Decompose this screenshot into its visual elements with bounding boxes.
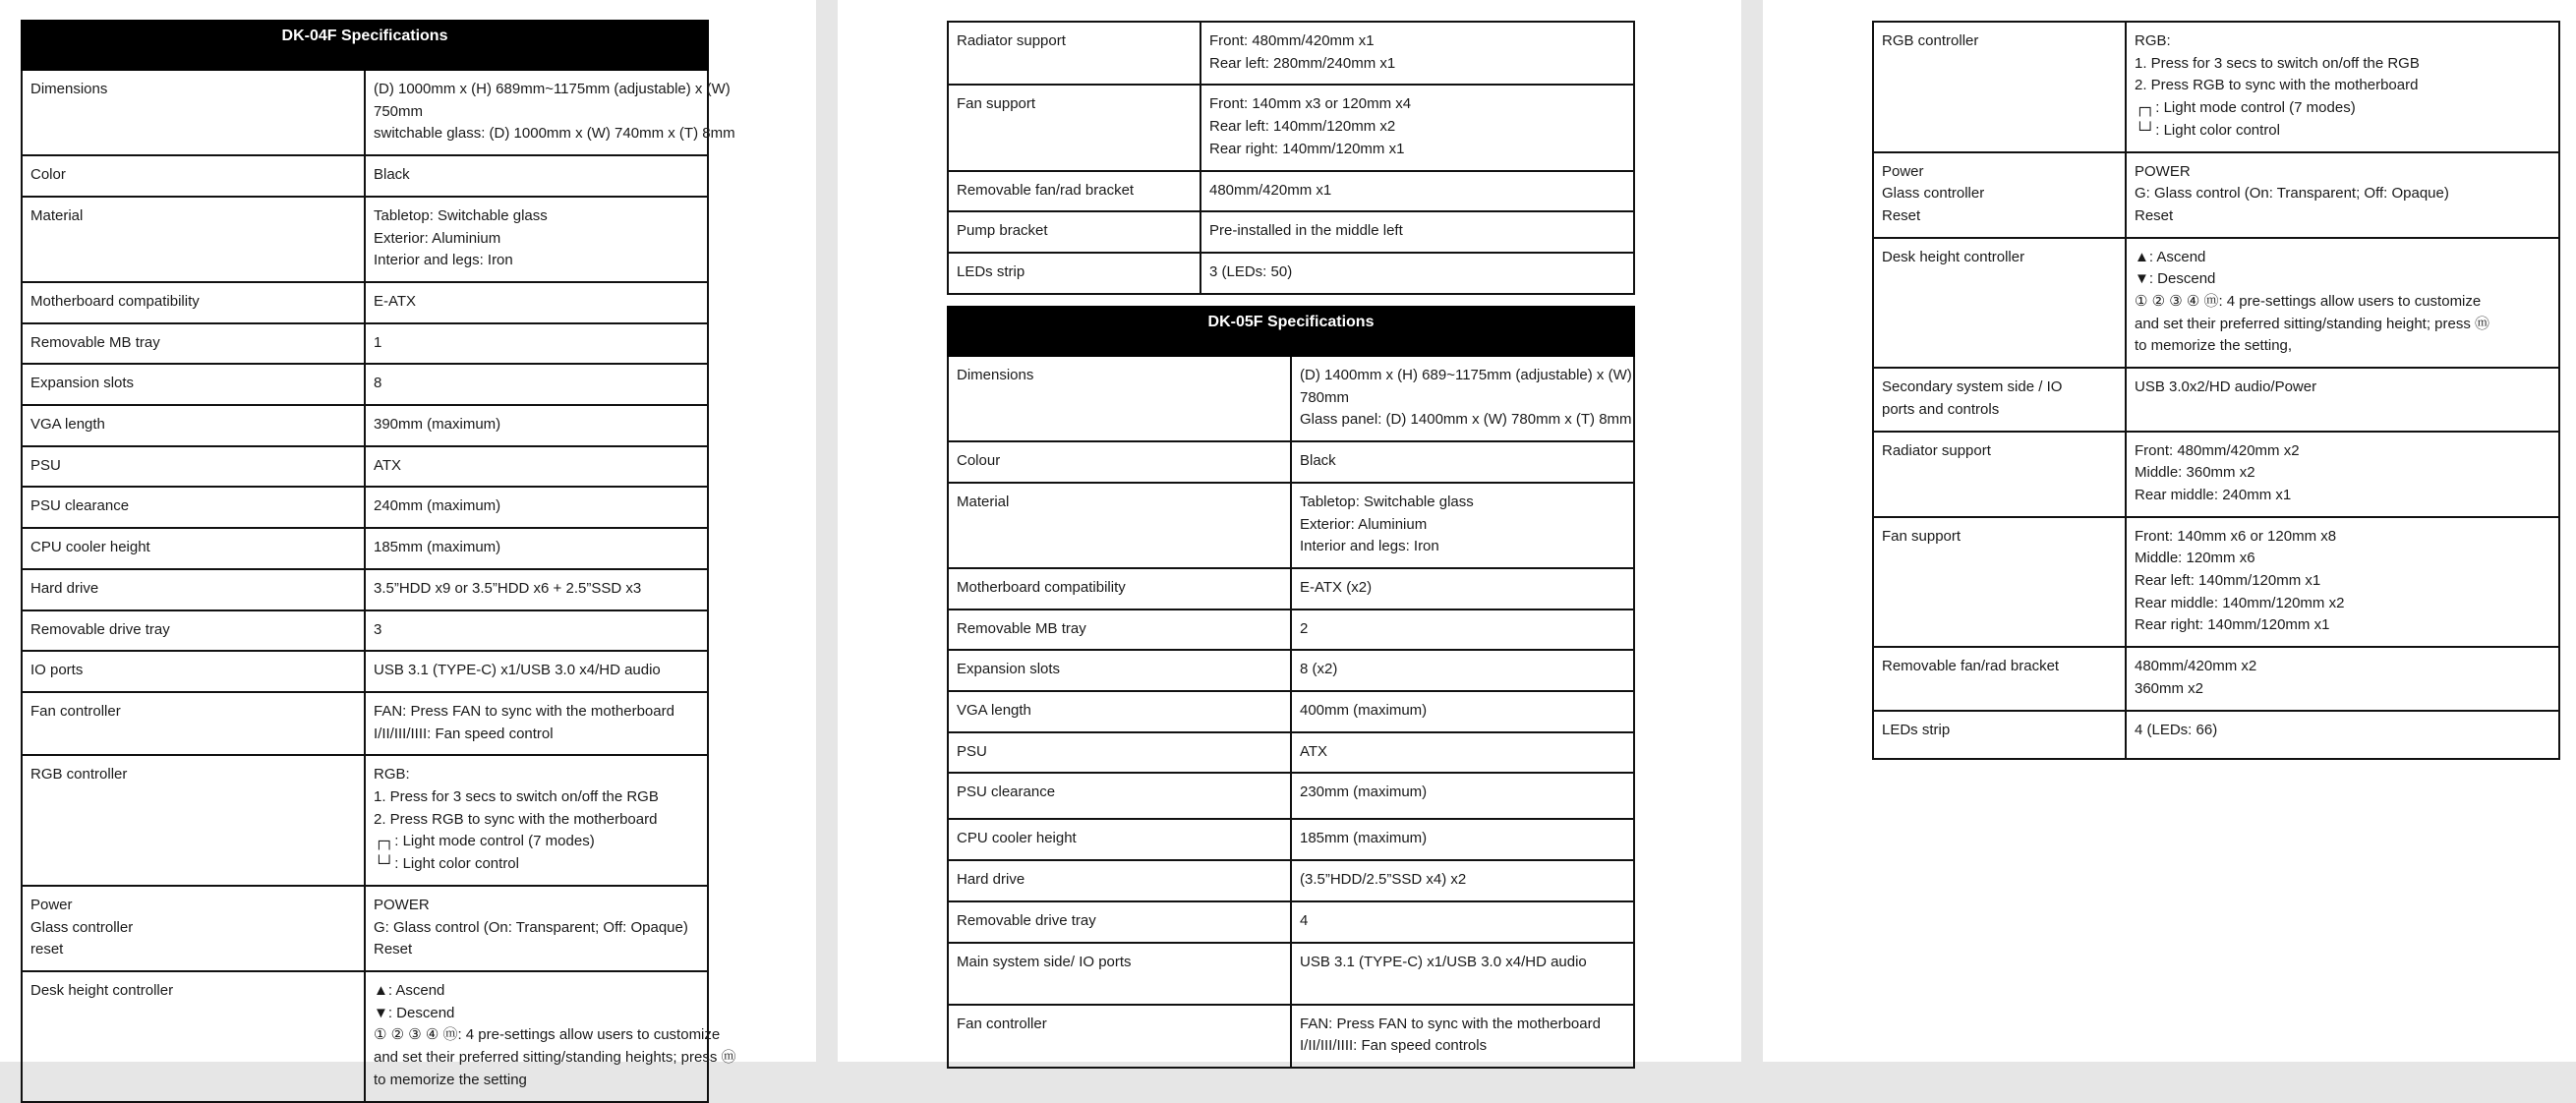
spec-value-cell bbox=[1291, 650, 1634, 691]
spec-value-cell bbox=[2126, 22, 2559, 152]
spec-value-cell bbox=[1200, 211, 1634, 253]
spec-table bbox=[1872, 21, 2560, 760]
spec-value: FAN: Press FAN to sync with the motherboard bbox=[1300, 1015, 1601, 1032]
table-row bbox=[1873, 152, 2559, 238]
spec-label-cell bbox=[948, 610, 1291, 651]
spec-value: (D) 1400mm x (H) 689~1175mm (adjustable) x (W) bbox=[1300, 367, 1632, 383]
spec-value-cell bbox=[2126, 238, 2559, 369]
spec-label: Removable fan/rad bracket bbox=[957, 181, 1135, 199]
spec-value: 8 (x2) bbox=[1300, 661, 1338, 678]
spec-value: switchable glass: (D) 1000mm x (W) 740mm x (T) 8mm bbox=[374, 125, 735, 143]
spec-value-cell bbox=[365, 692, 708, 755]
spec-label: Dimensions bbox=[957, 367, 1034, 383]
spec-label-cell bbox=[22, 446, 365, 488]
spec-value: Rear left: 280mm/240mm x1 bbox=[1209, 54, 1396, 72]
table-row bbox=[948, 732, 1634, 774]
spec-value-cell bbox=[1291, 819, 1634, 860]
spec-value: Reset bbox=[374, 941, 413, 958]
spec-label: Color bbox=[30, 166, 66, 184]
spec-value: 390mm (maximum) bbox=[374, 416, 501, 434]
spec-label-cell bbox=[948, 650, 1291, 691]
table-row bbox=[948, 22, 1634, 85]
spec-value-cell bbox=[365, 610, 708, 652]
spec-value: 240mm (maximum) bbox=[374, 497, 501, 515]
spec-value: Rear left: 140mm/120mm x2 bbox=[1209, 118, 1396, 136]
spec-label: Fan controller bbox=[30, 702, 121, 720]
spec-label-cell bbox=[948, 483, 1291, 568]
table-row bbox=[22, 487, 708, 528]
spec-value: Front: 480mm/420mm x1 bbox=[1209, 32, 1375, 49]
spec-label: Pump bracket bbox=[957, 222, 1048, 240]
table-row bbox=[948, 85, 1634, 170]
spec-label-cell bbox=[948, 773, 1291, 819]
spec-value-cell bbox=[365, 323, 708, 365]
spec-value: 360mm x2 bbox=[2135, 679, 2204, 697]
table-title: DK-05F Specifications bbox=[948, 307, 1634, 356]
spec-value: G: Glass control (On: Transparent; Off: Opaque) bbox=[374, 918, 688, 936]
spec-label: IO ports bbox=[30, 662, 84, 679]
spec-value: 185mm (maximum) bbox=[374, 539, 501, 556]
table-row bbox=[948, 211, 1634, 253]
spec-label: LEDs strip bbox=[957, 262, 1025, 280]
spec-value: I/II/III/IIII: Fan speed controls bbox=[1300, 1037, 1488, 1055]
spec-label: VGA length bbox=[957, 702, 1031, 720]
spec-label-cell bbox=[1873, 238, 2126, 369]
spec-label-cell bbox=[22, 569, 365, 610]
spec-label: VGA length bbox=[30, 416, 105, 434]
spec-label-cell bbox=[22, 323, 365, 365]
table-row bbox=[948, 901, 1634, 943]
spec-value: ATX bbox=[374, 456, 402, 474]
spec-label: Dimensions bbox=[30, 81, 108, 97]
table-row bbox=[22, 155, 708, 197]
spec-value: ATX bbox=[1300, 742, 1328, 760]
spec-value-cell bbox=[1200, 85, 1634, 170]
spec-table bbox=[21, 20, 736, 1103]
spec-value-cell bbox=[1291, 943, 1634, 1005]
spec-value-cell bbox=[2126, 711, 2559, 759]
spec-value: Front: 140mm x3 or 120mm x4 bbox=[1209, 95, 1412, 113]
spec-label: Desk height controller bbox=[30, 981, 174, 999]
spec-value: 8 bbox=[374, 375, 382, 392]
spec-value: USB 3.1 (TYPE-C) x1/USB 3.0 x4/HD audio bbox=[1300, 953, 1587, 970]
spec-label: Radiator support bbox=[1882, 441, 1991, 459]
spec-label: RGB controller bbox=[1882, 32, 1979, 49]
spec-value: Pre-installed in the middle left bbox=[1209, 222, 1403, 240]
spec-value: USB 3.0x2/HD audio/Power bbox=[2135, 378, 2317, 396]
spec-label-cell bbox=[948, 901, 1291, 943]
spec-value-cell bbox=[365, 405, 708, 446]
spec-label-cell bbox=[948, 211, 1200, 253]
spec-value-cell bbox=[365, 755, 708, 886]
spec-label-cell bbox=[948, 943, 1291, 1005]
spec-value-cell bbox=[2126, 517, 2559, 648]
spec-value-cell bbox=[1291, 610, 1634, 651]
spec-value: 750mm bbox=[374, 102, 424, 120]
spec-label-cell bbox=[22, 282, 365, 323]
spec-value-cell bbox=[365, 487, 708, 528]
spec-value-cell bbox=[365, 651, 708, 692]
spec-label-cell bbox=[948, 356, 1291, 441]
spec-value: 4 (LEDs: 66) bbox=[2135, 721, 2218, 738]
spec-value: FAN: Press FAN to sync with the motherboard bbox=[374, 702, 674, 720]
table-row bbox=[948, 253, 1634, 294]
spec-value: POWER bbox=[2135, 162, 2191, 180]
spec-label: Motherboard compatibility bbox=[957, 578, 1126, 596]
table-row bbox=[1873, 22, 2559, 152]
spec-label-cell bbox=[948, 85, 1200, 170]
spec-value-cell bbox=[1200, 171, 1634, 212]
spec-label: Fan controller bbox=[957, 1015, 1047, 1032]
spec-value-cell bbox=[1291, 860, 1634, 901]
spec-value: Rear left: 140mm/120mm x1 bbox=[2135, 572, 2321, 590]
spec-label-cell bbox=[948, 860, 1291, 901]
spec-label-cell bbox=[1873, 711, 2126, 759]
spec-value: Exterior: Aluminium bbox=[374, 229, 501, 247]
spec-value: to memorize the setting bbox=[374, 1071, 527, 1088]
spec-label: Removable MB tray bbox=[30, 333, 160, 351]
table-row bbox=[1873, 432, 2559, 517]
spec-label: Expansion slots bbox=[30, 375, 135, 392]
spec-label-cell bbox=[22, 405, 365, 446]
spec-label-cell bbox=[948, 441, 1291, 483]
table-row bbox=[22, 446, 708, 488]
table-row bbox=[948, 483, 1634, 568]
spec-label-cell bbox=[948, 22, 1200, 85]
table-row bbox=[948, 356, 1634, 441]
spec-label-cell bbox=[22, 70, 365, 155]
spec-label: Colour bbox=[957, 452, 1001, 470]
spec-label: reset bbox=[30, 941, 64, 958]
spec-value-cell bbox=[365, 364, 708, 405]
spec-value: ▼: Descend bbox=[374, 1004, 455, 1021]
spec-value: Glass panel: (D) 1400mm x (W) 780mm x (T) 8mm bbox=[1300, 411, 1632, 429]
spec-label: CPU cooler height bbox=[957, 830, 1077, 847]
spec-label-cell bbox=[948, 819, 1291, 860]
spec-label: CPU cooler height bbox=[30, 539, 150, 556]
spec-value: 3.5”HDD x9 or 3.5”HDD x6 + 2.5”SSD x3 bbox=[374, 579, 642, 597]
spec-value: 480mm/420mm x1 bbox=[1209, 181, 1332, 199]
spec-label-cell bbox=[22, 487, 365, 528]
table-row bbox=[948, 773, 1634, 819]
spec-value: 185mm (maximum) bbox=[1300, 830, 1428, 847]
document-page-2 bbox=[838, 0, 1741, 1062]
spec-label-cell bbox=[1873, 152, 2126, 238]
spec-label-cell bbox=[22, 692, 365, 755]
spec-value: Exterior: Aluminium bbox=[1300, 515, 1428, 533]
table-row bbox=[1873, 238, 2559, 369]
spec-label-cell bbox=[948, 1005, 1291, 1068]
spec-label-cell bbox=[22, 528, 365, 569]
spec-value: ▲: Ascend bbox=[2135, 248, 2206, 265]
spec-label-cell bbox=[948, 568, 1291, 610]
spec-label: PSU clearance bbox=[30, 497, 130, 515]
table-row bbox=[22, 610, 708, 652]
spec-value-cell bbox=[1200, 253, 1634, 294]
spec-label-cell bbox=[948, 691, 1291, 732]
spec-value-cell bbox=[1291, 441, 1634, 483]
spec-label: Fan support bbox=[1882, 527, 1961, 545]
spec-value-cell bbox=[365, 528, 708, 569]
table-row bbox=[22, 569, 708, 610]
spec-label: Reset bbox=[1882, 206, 1921, 224]
table-row bbox=[22, 405, 708, 446]
table-row bbox=[22, 528, 708, 569]
spec-value: G: Glass control (On: Transparent; Off: Opaque) bbox=[2135, 185, 2449, 203]
table-row bbox=[948, 568, 1634, 610]
spec-value: Rear middle: 240mm x1 bbox=[2135, 486, 2292, 503]
document-page-3 bbox=[1763, 0, 2576, 1062]
spec-label-cell bbox=[22, 197, 365, 282]
spec-value-cell bbox=[1200, 22, 1634, 85]
spec-label-cell bbox=[22, 364, 365, 405]
spec-value: 230mm (maximum) bbox=[1300, 784, 1428, 801]
spec-label: PSU bbox=[957, 742, 987, 760]
spec-value-cell bbox=[2126, 432, 2559, 517]
spec-value: Middle: 360mm x2 bbox=[2135, 464, 2255, 482]
document-page-1 bbox=[0, 0, 816, 1088]
spec-value-cell bbox=[2126, 647, 2559, 710]
spec-value-cell bbox=[1291, 732, 1634, 774]
spec-value: ① ② ③ ④ ⓜ: 4 pre-settings allow users to customize bbox=[374, 1026, 721, 1044]
spec-label: Material bbox=[957, 493, 1010, 510]
spec-value: Reset bbox=[2135, 206, 2174, 224]
spec-value: ▼: Descend bbox=[2135, 270, 2216, 288]
spec-value: 1 bbox=[374, 333, 382, 351]
spec-value: Front: 140mm x6 or 120mm x8 bbox=[2135, 527, 2337, 545]
spec-value: (D) 1000mm x (H) 689mm~1175mm (adjustable) x (W) bbox=[374, 81, 731, 97]
spec-value: and set their preferred sitting/standing height; press ⓜ bbox=[2135, 315, 2490, 332]
table-title: DK-04F Specifications bbox=[22, 21, 708, 70]
table-row bbox=[948, 441, 1634, 483]
spec-value: Rear right: 140mm/120mm x1 bbox=[1209, 140, 1405, 157]
spec-value-cell bbox=[1291, 691, 1634, 732]
spec-value: Tabletop: Switchable glass bbox=[374, 206, 548, 224]
table-row bbox=[948, 610, 1634, 651]
spec-label-cell bbox=[22, 610, 365, 652]
spec-value: ┌┐: Light mode control (7 modes) bbox=[2135, 99, 2356, 117]
spec-value: 3 (LEDs: 50) bbox=[1209, 262, 1293, 280]
spec-value-cell bbox=[365, 446, 708, 488]
table-row bbox=[22, 282, 708, 323]
spec-value: ① ② ③ ④ ⓜ: 4 pre-settings allow users to customize bbox=[2135, 293, 2482, 311]
spec-value: E-ATX bbox=[374, 292, 417, 310]
spec-label: Motherboard compatibility bbox=[30, 292, 200, 310]
spec-value: Interior and legs: Iron bbox=[374, 252, 513, 269]
spec-label-cell bbox=[1873, 368, 2126, 431]
spec-value-cell bbox=[1291, 483, 1634, 568]
spec-value: └┘: Light color control bbox=[2135, 121, 2280, 139]
spec-label-cell bbox=[22, 651, 365, 692]
spec-label: RGB controller bbox=[30, 766, 128, 784]
spec-label: Hard drive bbox=[957, 871, 1025, 889]
spec-value: I/II/III/IIII: Fan speed control bbox=[374, 725, 554, 742]
spec-value: Rear middle: 140mm/120mm x2 bbox=[2135, 594, 2345, 611]
spec-label: Power bbox=[30, 896, 73, 913]
spec-value: 480mm/420mm x2 bbox=[2135, 658, 2257, 675]
spec-table bbox=[947, 21, 1635, 295]
spec-label: ports and controls bbox=[1882, 400, 2000, 418]
table-row bbox=[948, 1005, 1634, 1068]
spec-value: Middle: 120mm x6 bbox=[2135, 550, 2255, 567]
spec-value: 780mm bbox=[1300, 388, 1350, 406]
spec-value-cell bbox=[365, 886, 708, 971]
spec-label-cell bbox=[948, 732, 1291, 774]
spec-value: 3 bbox=[374, 620, 382, 638]
spec-value-cell bbox=[1291, 901, 1634, 943]
spec-label: Removable fan/rad bracket bbox=[1882, 658, 2060, 675]
spec-value: 2 bbox=[1300, 619, 1309, 637]
spec-value-cell bbox=[365, 197, 708, 282]
spec-value-cell bbox=[365, 282, 708, 323]
spec-value: 4 bbox=[1300, 911, 1309, 929]
table-row bbox=[22, 886, 708, 971]
table-row bbox=[948, 943, 1634, 1005]
spec-label: Material bbox=[30, 206, 84, 224]
table-row bbox=[22, 364, 708, 405]
spec-value-cell bbox=[1291, 773, 1634, 819]
spec-value-cell bbox=[365, 971, 736, 1102]
spec-value-cell bbox=[365, 70, 735, 155]
spec-label: Radiator support bbox=[957, 32, 1066, 49]
spec-value: Front: 480mm/420mm x2 bbox=[2135, 441, 2300, 459]
spec-value: POWER bbox=[374, 896, 430, 913]
table-row bbox=[22, 70, 708, 155]
table-row bbox=[22, 692, 708, 755]
spec-value: Black bbox=[374, 166, 410, 184]
spec-value: Black bbox=[1300, 452, 1336, 470]
spec-value-cell bbox=[2126, 152, 2559, 238]
spec-label-cell bbox=[1873, 647, 2126, 710]
spec-value-cell bbox=[365, 155, 708, 197]
spec-value: 1. Press for 3 secs to switch on/off the RGB bbox=[2135, 54, 2420, 72]
spec-label: Fan support bbox=[957, 95, 1036, 113]
table-row bbox=[948, 171, 1634, 212]
spec-value: and set their preferred sitting/standing heights; press ⓜ bbox=[374, 1049, 736, 1067]
spec-value-cell bbox=[1291, 356, 1634, 441]
spec-label-cell bbox=[948, 171, 1200, 212]
table-row bbox=[1873, 647, 2559, 710]
spec-label: PSU clearance bbox=[957, 784, 1056, 801]
spec-label: Glass controller bbox=[1882, 185, 1985, 203]
table-row bbox=[22, 651, 708, 692]
spec-value: ▲: Ascend bbox=[374, 981, 445, 999]
spec-label-cell bbox=[1873, 22, 2126, 152]
table-row bbox=[22, 197, 708, 282]
spec-label-cell bbox=[22, 886, 365, 971]
spec-value-cell bbox=[1291, 1005, 1634, 1068]
spec-label-cell bbox=[22, 755, 365, 886]
spec-label: Removable drive tray bbox=[30, 620, 170, 638]
spec-label-cell bbox=[948, 253, 1200, 294]
spec-value: (3.5”HDD/2.5”SSD x4) x2 bbox=[1300, 871, 1467, 889]
table-row bbox=[948, 650, 1634, 691]
spec-label: Secondary system side / IO bbox=[1882, 378, 2063, 396]
table-row bbox=[948, 819, 1634, 860]
spec-value: └┘: Light color control bbox=[374, 855, 519, 873]
table-row bbox=[948, 860, 1634, 901]
table-row bbox=[22, 755, 708, 886]
spec-label-cell bbox=[22, 155, 365, 197]
spec-value: 1. Press for 3 secs to switch on/off the RGB bbox=[374, 788, 659, 806]
table-row bbox=[1873, 517, 2559, 648]
spec-value: RGB: bbox=[374, 766, 410, 784]
spec-label-cell bbox=[1873, 432, 2126, 517]
spec-value: ┌┐: Light mode control (7 modes) bbox=[374, 833, 595, 850]
spec-table bbox=[947, 306, 1635, 1069]
table-row bbox=[948, 691, 1634, 732]
spec-value: Tabletop: Switchable glass bbox=[1300, 493, 1474, 510]
spec-value: 2. Press RGB to sync with the motherboard bbox=[2135, 77, 2419, 94]
spec-label: Removable MB tray bbox=[957, 619, 1086, 637]
spec-label-cell bbox=[1873, 517, 2126, 648]
spec-value: USB 3.1 (TYPE-C) x1/USB 3.0 x4/HD audio bbox=[374, 662, 661, 679]
spec-value: RGB: bbox=[2135, 32, 2171, 49]
spec-label: Power bbox=[1882, 162, 1924, 180]
spec-value-cell bbox=[1291, 568, 1634, 610]
spec-value: 400mm (maximum) bbox=[1300, 702, 1428, 720]
table-row bbox=[1873, 368, 2559, 431]
spec-value-cell bbox=[2126, 368, 2559, 431]
spec-label: Desk height controller bbox=[1882, 248, 2025, 265]
spec-label: Glass controller bbox=[30, 918, 134, 936]
spec-label: LEDs strip bbox=[1882, 721, 1951, 738]
spec-label-cell bbox=[22, 971, 365, 1102]
table-row bbox=[22, 971, 708, 1102]
spec-label: Expansion slots bbox=[957, 661, 1061, 678]
spec-label: PSU bbox=[30, 456, 61, 474]
spec-value: Interior and legs: Iron bbox=[1300, 538, 1439, 555]
spec-value: E-ATX (x2) bbox=[1300, 578, 1373, 596]
spec-value: Rear right: 140mm/120mm x1 bbox=[2135, 616, 2330, 634]
table-row bbox=[1873, 711, 2559, 759]
spec-label: Removable drive tray bbox=[957, 911, 1096, 929]
spec-value: to memorize the setting, bbox=[2135, 337, 2293, 355]
table-row bbox=[22, 323, 708, 365]
spec-label: Hard drive bbox=[30, 579, 99, 597]
spec-label: Main system side/ IO ports bbox=[957, 953, 1132, 970]
spec-value: 2. Press RGB to sync with the motherboard bbox=[374, 810, 658, 828]
spec-value-cell bbox=[365, 569, 708, 610]
